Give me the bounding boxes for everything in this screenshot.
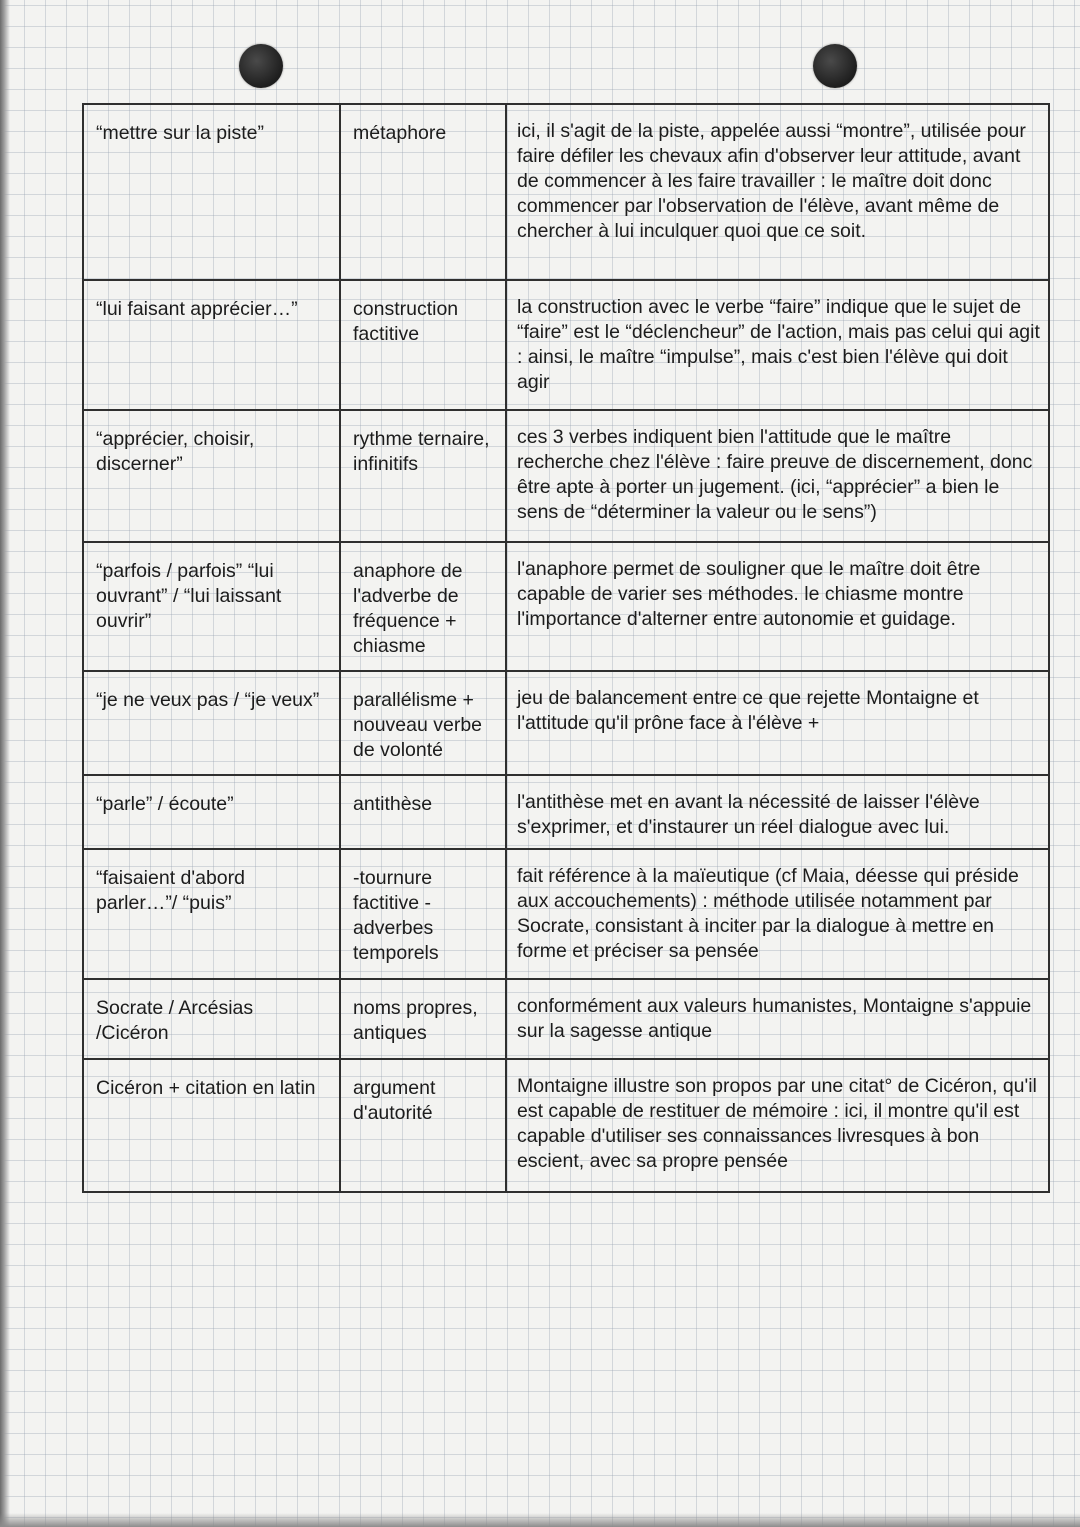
table-row bbox=[83, 979, 1049, 1059]
binder-hole-right bbox=[813, 44, 857, 88]
quote-cell: “apprécier, choisir, discerner” bbox=[83, 410, 340, 542]
binder-hole-left bbox=[239, 44, 283, 88]
table-row bbox=[83, 410, 1049, 542]
analysis-cell: ici, il s'agit de la piste, appelée aussi “montre”, utilisée pour faire défiler les chevaux afin d'observer leur attitude, avant de commencer à les faire travailler : le maître doit donc commencer par l'observation de l'élève, avant même de chercher à lui inculquer quoi que ce soit. bbox=[506, 104, 1049, 280]
quote-cell: “lui faisant apprécier…” bbox=[83, 280, 340, 410]
analysis-cell: fait référence à la maïeutique (cf Maia, déesse qui préside aux accouchements) : méthode utilisée notamment par Socrate, consistant à inciter par la dialogue à mettre en forme et préciser sa pensée bbox=[506, 849, 1049, 979]
analysis-table bbox=[82, 103, 1050, 1193]
quote-cell: “parle” / écoute” bbox=[83, 775, 340, 849]
quote-cell: “faisaient d'abord parler…”/ “puis” bbox=[83, 849, 340, 979]
quote-cell: “parfois / parfois” “lui ouvrant” / “lui laissant ouvrir” bbox=[83, 542, 340, 671]
device-cell: construction factitive bbox=[340, 280, 506, 410]
table-row bbox=[83, 104, 1049, 280]
table-row bbox=[83, 671, 1049, 775]
table-row bbox=[83, 1059, 1049, 1192]
quote-cell: Cicéron + citation en latin bbox=[83, 1059, 340, 1192]
page-edge-bottom bbox=[0, 1513, 1080, 1527]
device-cell: -tournure factitive - adverbes temporels bbox=[340, 849, 506, 979]
analysis-cell: jeu de balancement entre ce que rejette Montaigne et l'attitude qu'il prône face à l'élève + bbox=[506, 671, 1049, 775]
table-row bbox=[83, 542, 1049, 671]
analysis-cell: conformément aux valeurs humanistes, Montaigne s'appuie sur la sagesse antique bbox=[506, 979, 1049, 1059]
table-row bbox=[83, 775, 1049, 849]
page-edge-left bbox=[0, 0, 10, 1527]
analysis-cell: la construction avec le verbe “faire” indique que le sujet de “faire” est le “déclencheur” de l'action, mais pas celui qui agit : ainsi, le maître “impulse”, mais c'est bien l'élève qui doit agir bbox=[506, 280, 1049, 410]
device-cell: noms propres, antiques bbox=[340, 979, 506, 1059]
table-row bbox=[83, 849, 1049, 979]
table-row bbox=[83, 280, 1049, 410]
device-cell: anaphore de l'adverbe de fréquence + chiasme bbox=[340, 542, 506, 671]
quote-cell: “je ne veux pas / “je veux” bbox=[83, 671, 340, 775]
device-cell: parallélisme + nouveau verbe de volonté bbox=[340, 671, 506, 775]
device-cell: métaphore bbox=[340, 104, 506, 280]
analysis-cell: Montaigne illustre son propos par une citat° de Cicéron, qu'il est capable de restituer de mémoire : ici, il montre qu'il est capable d'utiliser ses connaissances livresques à bon escient, avec sa propre pensée bbox=[506, 1059, 1049, 1192]
device-cell: rythme ternaire, infinitifs bbox=[340, 410, 506, 542]
device-cell: antithèse bbox=[340, 775, 506, 849]
analysis-cell: l'antithèse met en avant la nécessité de laisser l'élève s'exprimer, et d'instaurer un réel dialogue avec lui. bbox=[506, 775, 1049, 849]
analysis-cell: l'anaphore permet de souligner que le maître doit être capable de varier ses méthodes. le chiasme montre l'importance d'alterner entre autonomie et guidage. bbox=[506, 542, 1049, 671]
device-cell: argument d'autorité bbox=[340, 1059, 506, 1192]
quote-cell: “mettre sur la piste” bbox=[83, 104, 340, 280]
analysis-cell: ces 3 verbes indiquent bien l'attitude que le maître recherche chez l'élève : faire preuve de discernement, donc être apte à porter un jugement. (ici, “apprécier” a bien le sens de “déterminer la valeur ou le sens”) bbox=[506, 410, 1049, 542]
quote-cell: Socrate / Arcésias /Cicéron bbox=[83, 979, 340, 1059]
